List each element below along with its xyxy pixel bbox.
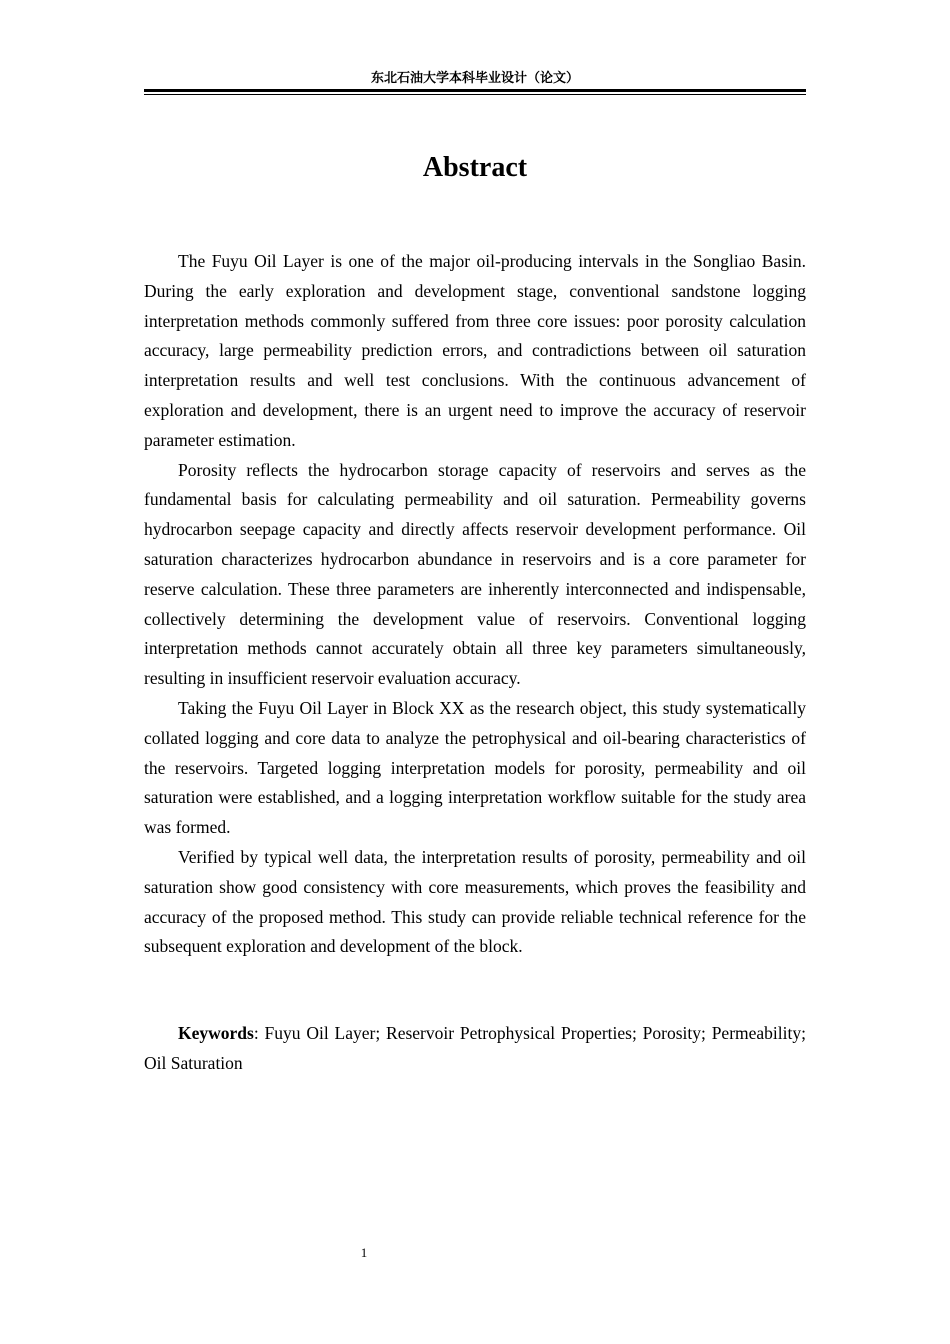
abstract-paragraph-4: Verified by typical well data, the interpretation results of porosity, permeability and oil saturation show good consistency with core measurements, which proves the feasibility and accuracy of the proposed method. This study can provide reliable technical reference for the subsequent exploration and development of the block.	[144, 846, 806, 957]
keywords-text: Fuyu Oil Layer; Reservoir Petrophysical Properties; Porosity; Permeability; Oil Saturation	[144, 1023, 806, 1073]
keywords-line	[144, 1019, 806, 1079]
abstract-paragraph-3: Taking the Fuyu Oil Layer in Block XX as the research object, this study systematically collated logging and core data to analyze the petrophysical and oil-bearing characteristics of the reservoirs. Targeted logging interpretation models for porosity, permeability and oil saturation were established, and a logging interpretation workflow suitable for the study area was formed.	[144, 697, 806, 838]
header-rule-thin	[144, 94, 806, 95]
page-title: Abstract	[422, 152, 528, 183]
abstract-paragraph-1: The Fuyu Oil Layer is one of the major oil-producing intervals in the Songliao Basin. During the early exploration and development stage, conventional sandstone logging interpretation methods commonly suffered from three core issues: poor porosity calculation accuracy, large permeability prediction errors, and contradictions between oil saturation interpretation results and well test conclusions. With the continuous advancement of exploration and development, there is an urgent need to improve the accuracy of reservoir parameter estimation.	[144, 251, 806, 450]
keywords-separator: :	[253, 1023, 265, 1043]
abstract-paragraph-2: Porosity reflects the hydrocarbon storage capacity of reservoirs and serves as the fundamental basis for calculating permeability and oil saturation. Permeability governs hydrocarbon seepage capacity and directly affects reservoir development performance. Oil saturation characterizes hydrocarbon abundance in reservoirs and is a core parameter for reserve calculation. These three parameters are inherently interconnected and indispensable, collectively determining the development value of reservoirs. Conventional logging interpretation methods cannot accurately obtain all three key parameters simultaneously, resulting in insufficient reservoir evaluation accuracy.	[144, 459, 806, 689]
running-header: 东北石油大学本科毕业设计（论文）	[370, 71, 579, 86]
abstract-body	[144, 247, 806, 962]
header-rule-thick	[144, 89, 806, 92]
keywords-label: Keywords	[178, 1023, 254, 1043]
page-number: 1	[360, 1245, 368, 1260]
